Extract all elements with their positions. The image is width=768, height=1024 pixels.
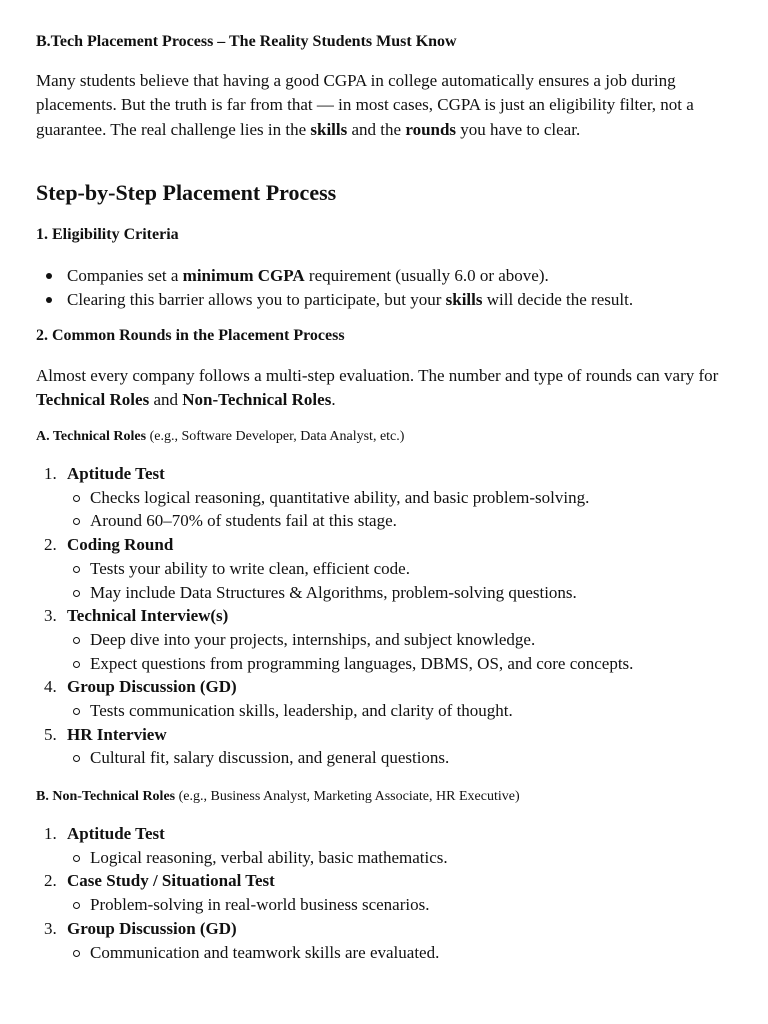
list-item-text: will decide the result. (482, 290, 634, 309)
list-item (67, 746, 633, 770)
round-label: Technical Interview(s) (67, 606, 229, 626)
nontechnical-roles-subheading (36, 789, 520, 805)
round-number: 4. (44, 677, 57, 697)
round-details-list (67, 941, 448, 965)
list-item-text: Expect questions from programming languages, DBMS, OS, and core concepts. (90, 653, 634, 673)
list-item-text: Checks logical reasoning, quantitative ability, and basic problem-solving. (90, 487, 590, 507)
rounds-bold-technical: Technical Roles (36, 390, 150, 409)
list-item-text: Communication and teamwork skills are evaluated. (90, 942, 440, 962)
list-item-text: Tests your ability to write clean, efficient code. (90, 558, 410, 578)
list-item-text: Deep dive into your projects, internships, and subject knowledge. (90, 629, 536, 649)
eligibility-heading: 1. Eligibility Criteria (36, 226, 179, 243)
list-item (36, 264, 633, 288)
list-item (67, 941, 448, 965)
rounds-text-2: and (149, 390, 183, 409)
round-number: 2. (44, 871, 57, 891)
round-number: 3. (44, 606, 57, 626)
list-item (67, 486, 633, 510)
list-item-text: Around 60–70% of students fail at this stage. (90, 511, 397, 531)
circle-bullet-icon (73, 590, 80, 597)
circle-bullet-icon (73, 661, 80, 668)
technical-roles-label: A. Technical Roles (36, 429, 147, 444)
technical-roles-subheading (36, 429, 404, 445)
rounds-heading: 2. Common Rounds in the Placement Process (36, 327, 345, 344)
round-item (36, 462, 633, 533)
rounds-text-3: . (331, 390, 336, 409)
technical-rounds-list (36, 462, 633, 770)
rounds-text-1: Almost every company follows a multi-step evaluation. The number and type of rounds can vary for (36, 366, 719, 385)
list-item-bold: skills (445, 290, 483, 309)
list-item (67, 652, 633, 676)
round-number: 1. (44, 464, 57, 483)
rounds-paragraph (36, 364, 736, 412)
list-item-text: Companies set a (67, 266, 183, 285)
rounds-bold-nontechnical: Non-Technical Roles (182, 390, 332, 409)
circle-bullet-icon (73, 755, 80, 762)
round-number: 3. (44, 918, 57, 938)
round-item (36, 869, 448, 916)
round-label: Coding Round (67, 535, 174, 555)
circle-bullet-icon (73, 566, 80, 573)
circle-bullet-icon (73, 495, 80, 502)
round-label: Case Study / Situational Test (67, 871, 275, 891)
nontechnical-roles-note: (e.g., Business Analyst, Marketing Associate, HR Executive) (175, 789, 520, 804)
round-number: 2. (44, 535, 57, 555)
round-item (36, 604, 633, 675)
list-item (67, 846, 448, 870)
intro-bold-rounds: rounds (405, 119, 457, 139)
list-item (67, 699, 633, 723)
list-item (36, 288, 633, 312)
round-label: Aptitude Test (67, 464, 165, 483)
round-details-list (67, 699, 633, 723)
list-item-text: May include Data Structures & Algorithms, problem-solving questions. (90, 582, 577, 602)
intro-bold-skills: skills (310, 119, 348, 139)
document-title: B.Tech Placement Process – The Reality Students Must Know (36, 33, 457, 50)
round-number: 5. (44, 724, 57, 744)
circle-bullet-icon (73, 518, 80, 525)
round-details-list (67, 846, 448, 870)
circle-bullet-icon (73, 637, 80, 644)
list-item (67, 557, 633, 581)
list-item (67, 509, 633, 533)
round-item (36, 675, 633, 722)
nontechnical-rounds-list (36, 822, 448, 964)
intro-text-2: and the (347, 119, 406, 139)
bullet-icon (46, 273, 52, 279)
list-item-text: Clearing this barrier allows you to participate, but your (67, 290, 446, 309)
list-item-text: Tests communication skills, leadership, and clarity of thought. (90, 701, 513, 721)
round-details-list (67, 557, 633, 604)
list-item (67, 628, 633, 652)
circle-bullet-icon (73, 855, 80, 862)
round-item (36, 917, 448, 964)
list-item-bold: minimum CGPA (182, 266, 305, 285)
intro-text-3: you have to clear. (456, 119, 581, 139)
list-item-text: requirement (usually 6.0 or above). (304, 266, 549, 285)
circle-bullet-icon (73, 902, 80, 909)
list-item-text: Cultural fit, salary discussion, and general questions. (90, 748, 450, 768)
round-details-list (67, 486, 633, 533)
round-details-list (67, 746, 633, 770)
list-item (67, 893, 448, 917)
round-item (36, 533, 633, 604)
round-label: Group Discussion (GD) (67, 677, 237, 697)
list-item-text: Logical reasoning, verbal ability, basic mathematics. (90, 847, 448, 867)
round-item (36, 723, 633, 770)
round-item (36, 822, 448, 869)
intro-text-1: Many students believe that having a good CGPA in college automatically ensures a job during placements. But the truth is far from that — in most cases, CGPA is just an eligibility filter, not a guarantee. The real challenge lies in the (36, 71, 694, 139)
eligibility-list (36, 264, 633, 312)
list-item (67, 581, 633, 605)
bullet-icon (46, 297, 52, 303)
round-details-list (67, 628, 633, 675)
nontechnical-roles-label: B. Non-Technical Roles (36, 789, 176, 804)
section-heading: Step-by-Step Placement Process (36, 180, 337, 205)
round-details-list (67, 893, 448, 917)
round-label: Aptitude Test (67, 824, 165, 843)
round-label: Group Discussion (GD) (67, 918, 237, 938)
circle-bullet-icon (73, 950, 80, 957)
intro-paragraph (36, 69, 736, 142)
list-item-text: Problem-solving in real-world business scenarios. (90, 895, 430, 915)
round-number: 1. (44, 824, 57, 843)
circle-bullet-icon (73, 708, 80, 715)
technical-roles-note: (e.g., Software Developer, Data Analyst, etc.) (146, 429, 405, 444)
round-label: HR Interview (67, 724, 167, 744)
